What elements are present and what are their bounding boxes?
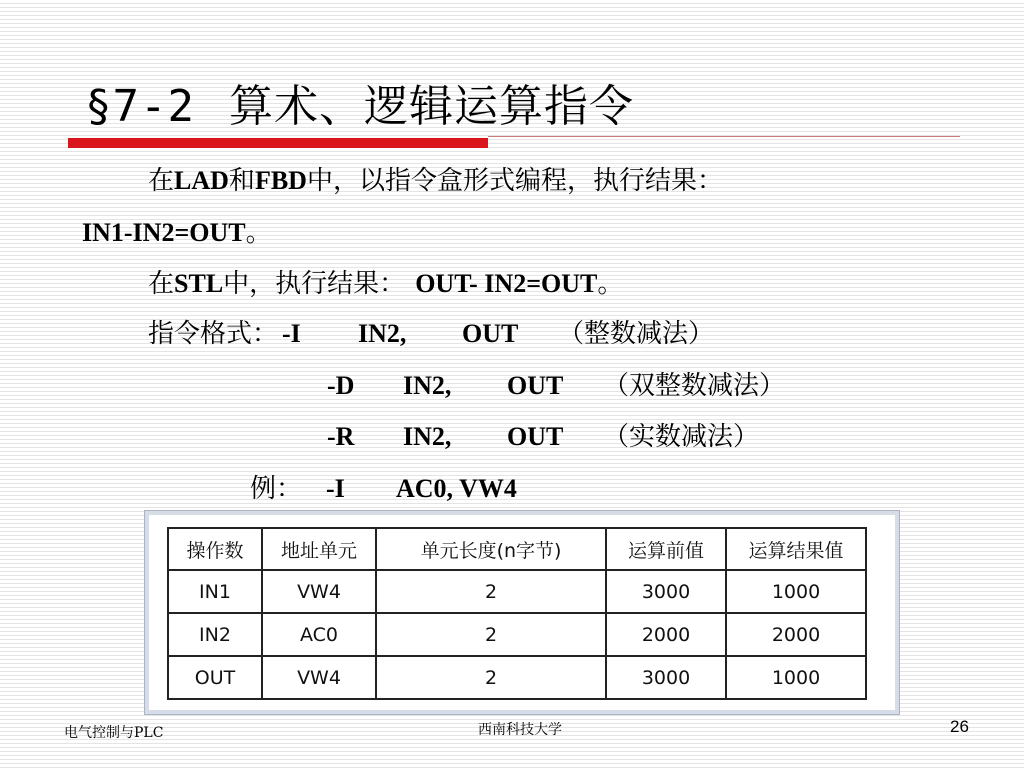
body-line-3 bbox=[148, 268, 623, 300]
slide-title bbox=[85, 70, 634, 134]
text-lad: LAD bbox=[174, 166, 229, 195]
format-line-3 bbox=[327, 421, 759, 453]
table-row bbox=[168, 570, 866, 613]
table-header-cell: 运算结果值 bbox=[726, 528, 866, 570]
format-arg1: IN2, bbox=[403, 422, 452, 451]
lad-result-expression: IN1-IN2=OUT bbox=[82, 218, 246, 247]
table-cell: IN2 bbox=[168, 613, 262, 656]
text-segment: 中，以指令盒形式编程，执行结果： bbox=[306, 166, 723, 196]
table-cell: 1000 bbox=[726, 570, 866, 613]
footer-course-name: 电气控制与PLC bbox=[64, 725, 164, 741]
table-row bbox=[168, 613, 866, 656]
table-header-cell: 地址单元 bbox=[262, 528, 376, 570]
example-args: AC0, VW4 bbox=[396, 474, 517, 503]
body-line-2 bbox=[82, 217, 272, 249]
table-cell: 3000 bbox=[606, 656, 726, 699]
format-arg1: IN2, bbox=[358, 319, 407, 348]
table-cell: 2000 bbox=[606, 613, 726, 656]
section-title: 算术、逻辑运算指令 bbox=[228, 81, 634, 132]
body-line-1 bbox=[148, 165, 723, 197]
text-stl: STL bbox=[174, 269, 224, 298]
table-cell: 2 bbox=[376, 656, 606, 699]
table-cell: 1000 bbox=[726, 656, 866, 699]
table-cell: 3000 bbox=[606, 570, 726, 613]
table-cell: IN1 bbox=[168, 570, 262, 613]
section-number: §7-2 bbox=[85, 81, 195, 132]
text-segment: 中，执行结果： bbox=[223, 269, 406, 299]
table-cell: VW4 bbox=[262, 656, 376, 699]
text-segment: 。 bbox=[245, 218, 272, 248]
stl-result-expression: OUT- IN2=OUT bbox=[415, 269, 598, 298]
format-line-2 bbox=[327, 370, 785, 402]
table-header-cell: 单元长度(n字节) bbox=[376, 528, 606, 570]
footer-page-number: 26 bbox=[950, 717, 969, 736]
example-label: 例： bbox=[250, 474, 303, 504]
table-header-row bbox=[168, 528, 866, 570]
table-frame bbox=[144, 510, 900, 715]
format-description: （整数减法） bbox=[558, 319, 715, 349]
format-description: （双整数减法） bbox=[603, 371, 786, 401]
table-cell: 2 bbox=[376, 613, 606, 656]
table-cell: AC0 bbox=[262, 613, 376, 656]
format-line-1 bbox=[148, 318, 714, 350]
text-segment: 和 bbox=[228, 166, 255, 196]
text-segment: 在 bbox=[148, 166, 175, 196]
footer-university: 西南科技大学 bbox=[478, 722, 562, 738]
example-line bbox=[250, 473, 517, 505]
format-arg1: IN2, bbox=[403, 371, 452, 400]
table-cell: 2000 bbox=[726, 613, 866, 656]
table-cell: VW4 bbox=[262, 570, 376, 613]
text-segment: 在 bbox=[148, 269, 175, 299]
operand-table bbox=[167, 527, 867, 700]
text-fbd: FBD bbox=[254, 166, 307, 195]
format-opcode: -I bbox=[282, 319, 301, 348]
table-cell: 2 bbox=[376, 570, 606, 613]
title-divider-line bbox=[488, 136, 960, 137]
format-arg2: OUT bbox=[462, 319, 519, 348]
example-opcode: -I bbox=[326, 474, 345, 503]
text-segment: 。 bbox=[597, 269, 624, 299]
format-label: 指令格式： bbox=[148, 319, 279, 349]
table-cell: OUT bbox=[168, 656, 262, 699]
format-opcode: -D bbox=[327, 371, 355, 400]
title-accent-bar bbox=[68, 138, 488, 148]
format-arg2: OUT bbox=[507, 422, 564, 451]
table-header-cell: 操作数 bbox=[168, 528, 262, 570]
format-arg2: OUT bbox=[507, 371, 564, 400]
format-opcode: -R bbox=[327, 422, 355, 451]
format-description: （实数减法） bbox=[603, 422, 760, 452]
table-header-cell: 运算前值 bbox=[606, 528, 726, 570]
table-row bbox=[168, 656, 866, 699]
